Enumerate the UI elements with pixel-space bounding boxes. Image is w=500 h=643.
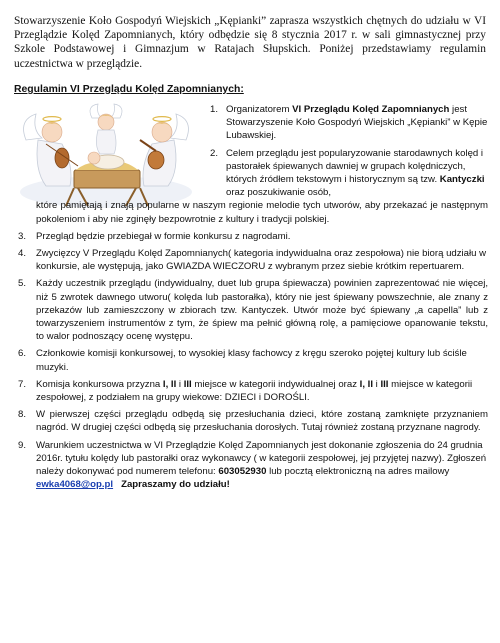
rule-item-2 [14,147,488,200]
rule-text-part: Warunkiem uczestnictwa w VI Przeglądzie Kolęd Zapomnianych jest dokonanie zgłoszenia do 24 grudnia 2016r. tytułu kolędy lub pastorałki oraz wykonawcy ( w kategorii zespołowej, jej przyjętej nazwy). Zgłoszeń należy dokonywać pod numerem telefonu: [36,439,487,478]
rule-number: 3. [18,230,27,242]
rule-text-part: lub pocztą elektroniczną na adres mailowy [266,466,450,478]
rule-text-part: oraz poszukiwanie osób, [226,187,332,199]
rule-item-9 [14,439,488,492]
rule-text [226,147,488,200]
rule-item-4 [14,247,488,273]
rule-text-bold: Kantyczki [439,174,485,186]
rule-text-part: miejsce w kategorii zespołowej, z podziałem na grupy wiekowe: DZIECI i DOROŚLI. [36,378,473,404]
rule-text: Przegląd będzie przebiegał w formie konkursu z nagrodami. [36,230,291,242]
rule-text: które pamiętają i znają popularne w naszym regionie melodie tych utworów, aby przekazać je następnym pokoleniom i aby nie zginęły bezpowrotnie z kultury i tradycji polskiej. [36,200,488,225]
rule-text: W pierwszej części przeglądu odbędą się przesłuchania dzieci, które zostaną zamknięte przyznaniem nagród. W drugiej części odbędą się przesłuchania dorosłych. Tutaj również zostaną przyznane nagrody. [36,409,488,434]
phone-number: 603052930 [218,466,267,478]
rule-number: 4. [18,248,27,260]
rule-item-7 [14,378,488,404]
intro-paragraph: Stowarzyszenie Koło Gospodyń Wiejskich „Kępianki” zaprasza wszystkich chętnych do udziału w VI Przeglądzie Kolęd Zapomnianych, który odbędzie się 8 stycznia 2017 r. w sali gimnastycznej przy Szkole Podstawowej i Gimnazjum w Ratajach Słupskich. Poniżej przedstawiamy regulamin uczestnictwa w przeglądzie. [14,15,486,70]
rule-text-bold: III [183,378,192,390]
rule-text-bold: I, II [359,378,373,390]
rule-number: 8. [18,409,27,421]
rule-number: 1. [210,104,219,115]
rule-text [36,439,488,492]
rule-item-8 [14,408,488,434]
rule-text-bold: III [380,378,389,390]
rule-text: Zwycięzcy V Przeglądu Kolęd Zapomnianych( kategoria indywidualna oraz zespołowa) nie biorą udziału w konkursie, ale występują, jako GWIAZDA WIECZORU z wybranym przez siebie krótkim repertuarem. [36,248,487,273]
rule-text-part: jest Stowarzyszenie Koło Gospodyń Wiejskich „Kępianki” w Kępie Lubawskiej. [226,104,488,142]
rule-item-1 [14,103,488,143]
rule-number: 2. [210,147,219,159]
rule-text-bold: I, II [162,378,177,390]
rule-item-2-continuation [14,199,488,225]
rules-heading: Regulamin VI Przeglądu Kolęd Zapomnianych: [14,84,244,95]
rule-text: Każdy uczestnik przeglądu (indywidualny, duet lub grupa śpiewacza) powinien zaprezentować nie więcej, niż 5 zwrotek dawnego utworu( kolęda lub pastorałka), który nie jest śpiewany powszechnie, ale znany z przekazów lub zamieszczony w zbiorach tzw. Kantyczek. Utwór może być śpiewany „a capella” lub z towarzyszeniem instrumentów z tym, że śpiew ma pełnić główną rolę, a pamięciowe opanowanie tekstu, to walor podnoszący ocenę występu. [36,278,488,343]
rule-text-part: Organizatorem [226,104,293,115]
rule-item-6 [14,347,488,373]
rule-text [226,103,488,143]
rule-number: 7. [18,378,27,390]
rule-number: 6. [18,348,27,360]
closing-invitation: Zapraszamy do udziału! [121,479,230,491]
rule-text-bold: VI Przeglądu Kolęd Zapomnianych [292,104,450,115]
rule-text-part: miejsce w kategorii indywidualnej oraz [191,378,360,390]
rule-text-part: i [373,378,381,390]
rule-text-part: Celem przeglądu jest popularyzowanie starodawnych kolęd i pastorałek śpiewanych dawniej w grupach kolędniczych, których źródłem tekstowym i historycznym są tzw. [226,147,484,186]
rule-number: 5. [18,278,27,290]
rule-number: 9. [18,439,27,451]
rule-item-3 [14,230,488,243]
rule-text [36,378,488,404]
rule-text: Członkowie komisji konkursowej, to wysokiej klasy fachowcy z kręgu szeroko pojętej kultury lub ściśle muzyki. [36,348,467,373]
rule-text-part: Komisja konkursowa przyzna [36,378,163,390]
rule-text-part: i [176,378,184,390]
rules-list [14,103,488,495]
rule-item-5 [14,277,488,343]
email-link[interactable]: ewka4068@op.pl [36,479,114,491]
